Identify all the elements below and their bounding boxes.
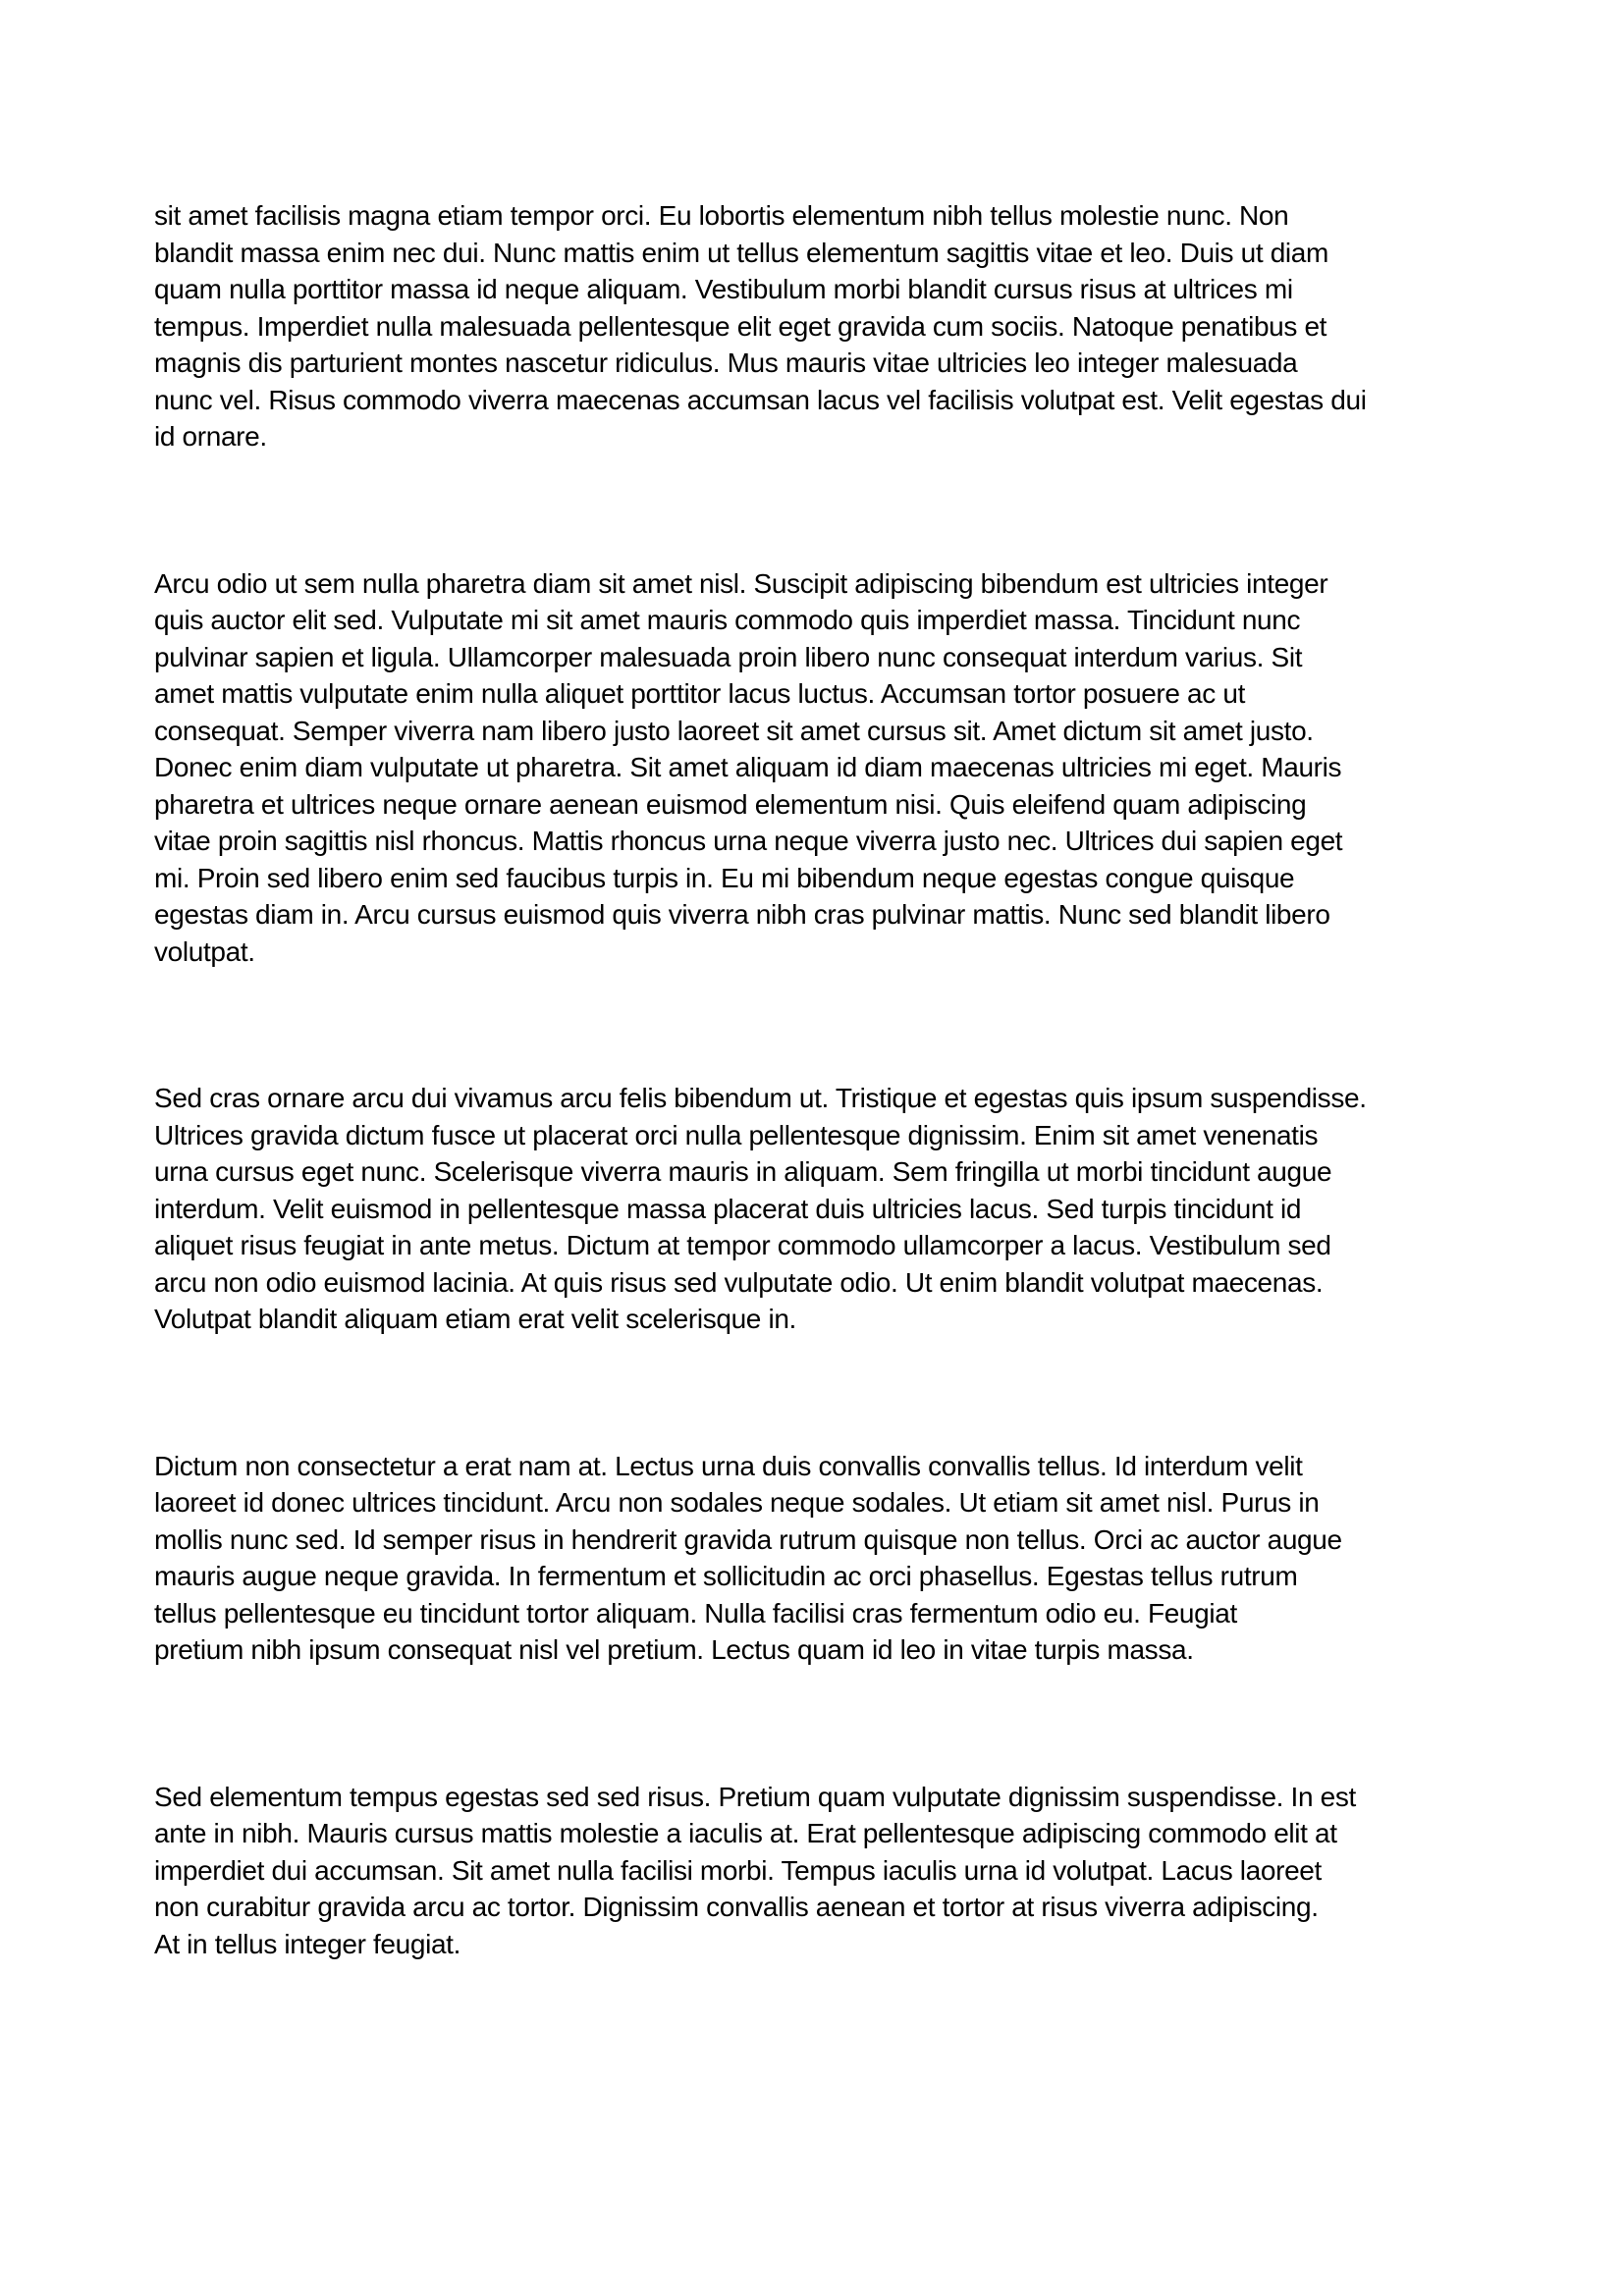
text-line: Arcu odio ut sem nulla pharetra diam sit amet nisl. Suscipit adipiscing bibendum est ultricies integer xyxy=(154,567,1328,599)
text-line: blandit massa enim nec dui. Nunc mattis enim ut tellus elementum sagittis vitae et leo. Duis ut diam xyxy=(154,237,1329,268)
text-line: Donec enim diam vulputate ut pharetra. Sit amet aliquam id diam maecenas ultricies mi eget. Mauris xyxy=(154,752,1342,782)
text-line: Sed elementum tempus egestas sed sed risus. Pretium quam vulputate dignissim suspendisse. In est xyxy=(154,1781,1356,1812)
text-line: aliquet risus feugiat in ante metus. Dictum at tempor commodo ullamcorper a lacus. Vestibulum sed xyxy=(154,1230,1331,1260)
text-line: consequat. Semper viverra nam libero justo laoreet sit amet cursus sit. Amet dictum sit amet justo. xyxy=(154,715,1314,746)
text-line: Sed cras ornare arcu dui vivamus arcu felis bibendum ut. Tristique et egestas quis ipsum suspendisse. xyxy=(154,1083,1367,1113)
text-line: sit amet facilisis magna etiam tempor orci. Eu lobortis elementum nibh tellus molestie nunc. Non xyxy=(154,200,1289,231)
text-line: pretium nibh ipsum consequat nisl vel pretium. Lectus quam id leo in vitae turpis massa. xyxy=(154,1634,1194,1665)
paragraph xyxy=(154,1080,1496,1338)
text-line: arcu non odio euismod lacinia. At quis risus sed vulputate odio. Ut enim blandit volutpat maecenas. xyxy=(154,1266,1324,1298)
text-line: mollis nunc sed. Id semper risus in hendrerit gravida rutrum quisque non tellus. Orci ac auctor augue xyxy=(154,1523,1342,1555)
text-line: magnis dis parturient montes nascetur ridiculus. Mus mauris vitae ultricies leo integer malesuada xyxy=(154,347,1298,378)
text-line: id ornare. xyxy=(154,421,267,452)
paragraph xyxy=(154,197,1496,455)
text-line: tempus. Imperdiet nulla malesuada pellentesque elit eget gravida cum sociis. Natoque penatibus et xyxy=(154,310,1327,342)
paragraph xyxy=(154,1779,1496,1963)
text-line: imperdiet dui accumsan. Sit amet nulla facilisi morbi. Tempus iaculis urna id volutpat. Lacus laoreet xyxy=(154,1854,1322,1886)
text-line: quam nulla porttitor massa id neque aliquam. Vestibulum morbi blandit cursus risus at ultrices mi xyxy=(154,274,1293,304)
text-line: urna cursus eget nunc. Scelerisque viverra mauris in aliquam. Sem fringilla ut morbi tincidunt augue xyxy=(154,1156,1332,1187)
text-line: interdum. Velit euismod in pellentesque massa placerat duis ultricies lacus. Sed turpis tincidunt id xyxy=(154,1193,1302,1224)
text-line: tellus pellentesque eu tincidunt tortor aliquam. Nulla facilisi cras fermentum odio eu. Feugiat xyxy=(154,1597,1237,1629)
text-line: Ultrices gravida dictum fusce ut placerat orci nulla pellentesque dignissim. Enim sit amet venenatis xyxy=(154,1119,1319,1150)
text-line: quis auctor elit sed. Vulputate mi sit amet mauris commodo quis imperdiet massa. Tincidunt nunc xyxy=(154,605,1301,635)
text-line: Dictum non consectetur a erat nam at. Lectus urna duis convallis convallis tellus. Id interdum velit xyxy=(154,1450,1303,1481)
text-line: mauris augue neque gravida. In fermentum et sollicitudin ac orci phasellus. Egestas tellus rutrum xyxy=(154,1561,1298,1591)
text-line: ante in nibh. Mauris cursus mattis molestie a iaculis at. Erat pellentesque adipiscing commodo elit at xyxy=(154,1818,1337,1848)
text-line: mi. Proin sed libero enim sed faucibus turpis in. Eu mi bibendum neque egestas congue quisque xyxy=(154,862,1295,893)
paragraph xyxy=(154,565,1496,971)
text-line: vitae proin sagittis nisl rhoncus. Mattis rhoncus urna neque viverra justo nec. Ultrices dui sapien eget xyxy=(154,826,1343,856)
text-line: At in tellus integer feugiat. xyxy=(154,1928,461,1959)
text-line: volutpat. xyxy=(154,935,255,967)
text-line: pharetra et ultrices neque ornare aenean euismod elementum nisi. Quis eleifend quam adipiscing xyxy=(154,788,1307,820)
text-line: pulvinar sapien et ligula. Ullamcorper malesuada proin libero nunc consequat interdum varius. Sit xyxy=(154,641,1303,672)
text-line: Volutpat blandit aliquam etiam erat velit scelerisque in. xyxy=(154,1304,796,1334)
text-line: egestas diam in. Arcu cursus euismod quis viverra nibh cras pulvinar mattis. Nunc sed blandit libero xyxy=(154,899,1330,930)
paragraph xyxy=(154,1448,1496,1669)
text-line: nunc vel. Risus commodo viverra maecenas accumsan lacus vel facilisis volutpat est. Velit egestas dui xyxy=(154,384,1367,415)
text-line: laoreet id donec ultrices tincidunt. Arcu non sodales neque sodales. Ut etiam sit amet nisl. Purus in xyxy=(154,1487,1320,1518)
text-line: amet mattis vulputate enim nulla aliquet porttitor lacus luctus. Accumsan tortor posuere ac ut xyxy=(154,678,1245,709)
text-line: non curabitur gravida arcu ac tortor. Dignissim convallis aenean et tortor at risus viverra adipiscing. xyxy=(154,1892,1319,1922)
